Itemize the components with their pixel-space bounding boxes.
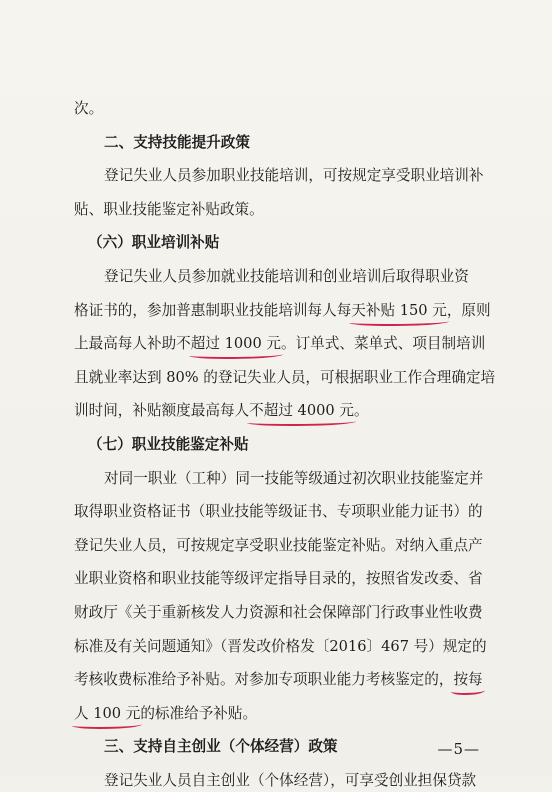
- text-line: [74, 300, 552, 322]
- underlined-amount: 超过 1000 元: [191, 333, 281, 355]
- text-line: 对同一职业（工种）同一技能等级通过初次职业技能鉴定并: [104, 469, 484, 487]
- text-span: 。订单式、菜单式、项目制培训: [280, 335, 486, 353]
- page-number: —5—: [437, 740, 480, 758]
- text-line: [74, 400, 552, 422]
- text-line: 登记失业人员自主创业（个体经营），可享受创业担保贷款: [104, 772, 477, 789]
- text-line: [74, 669, 552, 691]
- underlined-amount: 按每: [453, 669, 482, 691]
- text-line: 登记失业人员参加职业技能培训，可按规定享受职业培训补: [104, 167, 484, 185]
- text-line: 登记失业人员参加就业技能培训和创业培训后取得职业资: [104, 268, 469, 285]
- text-line: 登记失业人员，可按规定享受职业技能鉴定补贴。对纳入重点产: [74, 536, 483, 554]
- underlined-amount: 天补贴 150 元: [351, 300, 447, 322]
- text-line: [74, 333, 552, 355]
- text-line: 业职业资格和职业技能等级评定指导目录的，按照省发改委、省: [74, 570, 483, 588]
- text-span: 的标准给予补贴。: [140, 704, 258, 722]
- text-span: 格证书的，参加普惠制职业技能培训每人每: [74, 301, 352, 319]
- text-line: [74, 703, 552, 725]
- text-line: 标准及有关问题通知》（晋发改价格发〔2016〕467 号）规定的: [74, 637, 487, 655]
- section-heading-2: 二、支持技能提升政策: [104, 133, 250, 151]
- underlined-amount: 不超过 4000 元: [249, 400, 354, 422]
- underlined-amount: 人 100 元: [74, 703, 140, 725]
- text-line: 取得职业资格证书（职业技能等级证书、专项职业能力证书）的: [74, 503, 483, 521]
- text-span: ，原则: [446, 301, 491, 319]
- text-line: 财政厅《关于重新核发人力资源和社会保障部门行政事业性收费: [74, 604, 483, 621]
- text-span: 考核收费标准给予补贴。对参加专项职业能力考核鉴定的，: [74, 671, 454, 689]
- text-line: 贴、职业技能鉴定补贴政策。: [74, 200, 264, 218]
- text-span: 训时间，补贴额度最高每人: [74, 402, 250, 420]
- text-line: 且就业率达到 80% 的登记失业人员，可根据职业工作合理确定培: [74, 368, 496, 386]
- text-line: 次。: [74, 100, 104, 117]
- section-heading-3: 三、支持自主创业（个体经营）政策: [104, 738, 338, 756]
- subsection-heading-6: （六）职业培训补贴: [88, 234, 220, 252]
- text-span: 。: [353, 402, 369, 420]
- subsection-heading-7: （七）职业技能鉴定补贴: [88, 436, 249, 453]
- text-span: 上最高每人补助不: [74, 335, 191, 353]
